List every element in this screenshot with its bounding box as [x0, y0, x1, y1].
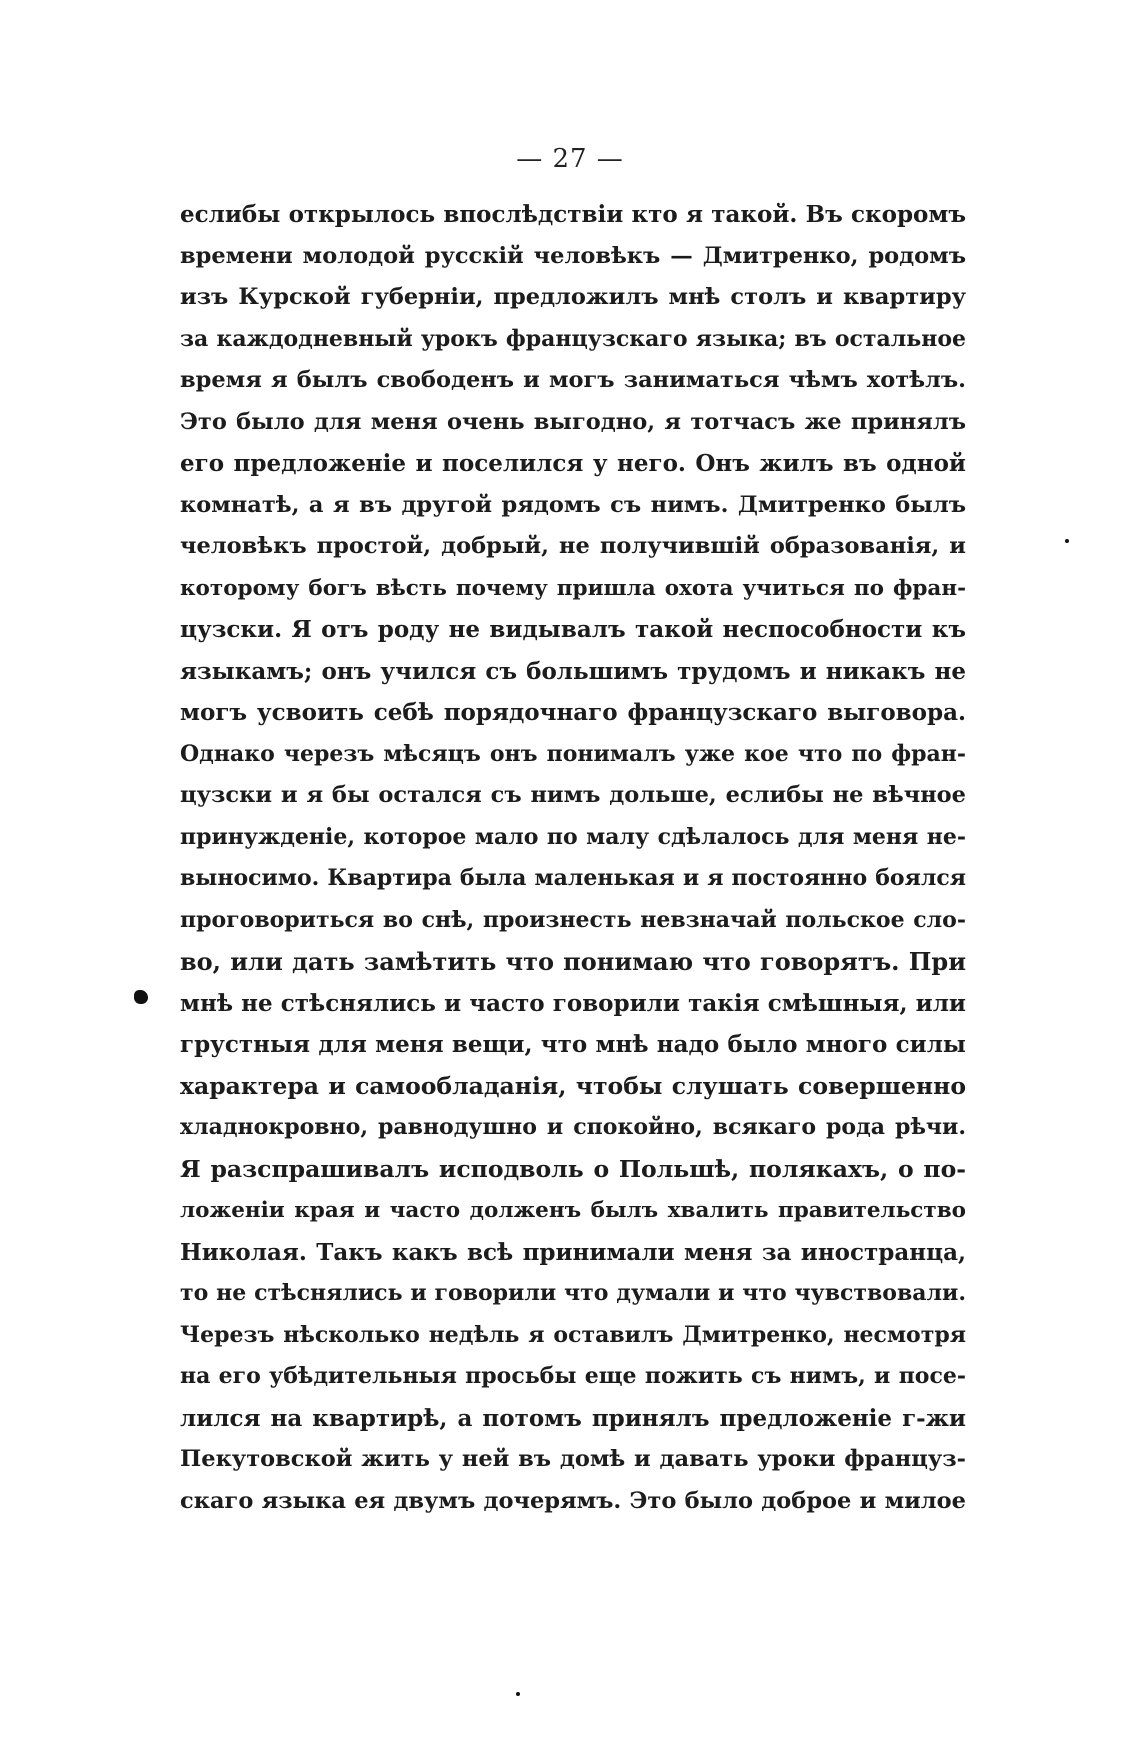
text-line: еслибы открылось впослѣдствіи кто я такой. Въ скоромъ	[180, 201, 966, 228]
text-line: цузски и я бы остался съ нимъ дольше, еслибы не вѣчное	[180, 782, 966, 808]
text-line: Это было для меня очень выгодно, я тотчасъ же принялъ	[180, 408, 966, 435]
page-number: — 27 —	[516, 144, 624, 174]
text-line: характера и самообладанія, чтобы слушать совершенно	[180, 1071, 966, 1100]
text-body	[180, 194, 966, 1522]
text-line: мнѣ не стѣснялись и часто говорили такія смѣшныя, или	[180, 989, 966, 1017]
text-line: Пекутовской жить у ней въ домѣ и давать уроки француз-	[180, 1446, 966, 1472]
text-line: Я разспрашивалъ исподволь о Польшѣ, полякахъ, о по-	[180, 1154, 966, 1183]
text-line: которому богъ вѣсть почему пришла охота учиться по фран-	[180, 575, 966, 601]
ink-speck	[516, 1692, 520, 1696]
text-line: во, или дать замѣтить что понимаю что говорятъ. При	[180, 947, 966, 976]
text-line: выносимо. Квартира была маленькая и я постоянно боялся	[180, 865, 966, 891]
ink-blot-mark	[134, 990, 148, 1004]
text-line: принужденіе, которое мало по малу сдѣлалось для меня не-	[180, 823, 966, 850]
text-line: времени молодой русскій человѣкъ — Дмитренко, родомъ	[180, 242, 966, 269]
text-line: Николая. Такъ какъ всѣ принимали меня за иностранца,	[180, 1238, 966, 1266]
text-line: за каждодневный урокъ французскаго языка; въ остальное	[180, 325, 966, 352]
text-line: лился на квартирѣ, а потомъ принялъ предложеніе г-жи	[180, 1404, 966, 1432]
text-line: время я былъ свободенъ и могъ заниматься чѣмъ хотѣлъ.	[180, 367, 966, 393]
text-line: хладнокровно, равнодушно и спокойно, всякаго рода рѣчи.	[180, 1114, 966, 1140]
ink-speck	[1065, 539, 1069, 543]
text-line: Однако черезъ мѣсяцъ онъ понималъ уже кое что по фран-	[180, 740, 966, 767]
text-line: то не стѣснялись и говорили что думали и что чувствовали.	[180, 1280, 966, 1306]
text-line: изъ Курской губерніи, предложилъ мнѣ столъ и квартиру	[180, 284, 966, 310]
text-line: грустныя для меня вещи, что мнѣ надо было много силы	[180, 1031, 966, 1058]
text-line: человѣкъ простой, добрый, не получившій образованія, и	[180, 533, 966, 559]
text-line: комнатѣ, а я въ другой рядомъ съ нимъ. Дмитренко былъ	[180, 491, 966, 518]
text-line: проговориться во снѣ, произнесть невзначай польское сло-	[180, 906, 966, 933]
text-line: на его убѣдительныя просьбы еще пожить съ нимъ, и посе-	[180, 1363, 966, 1389]
text-line: языкамъ; онъ учился съ большимъ трудомъ и никакъ не	[180, 657, 966, 685]
text-line: ложеніи края и часто долженъ былъ хвалить правительство	[180, 1198, 966, 1223]
text-line: цузски. Я отъ роду не видывалъ такой неспособности къ	[180, 616, 966, 643]
text-line: Черезъ нѣсколько недѣль я оставилъ Дмитренко, несмотря	[180, 1321, 966, 1348]
text-line: могъ усвоить себѣ порядочнаго французскаго выговора.	[180, 699, 966, 726]
text-line: скаго языка ея двумъ дочерямъ. Это было доброе и милое	[180, 1487, 966, 1514]
text-line: его предложеніе и поселился у него. Онъ жилъ въ одной	[180, 450, 966, 477]
